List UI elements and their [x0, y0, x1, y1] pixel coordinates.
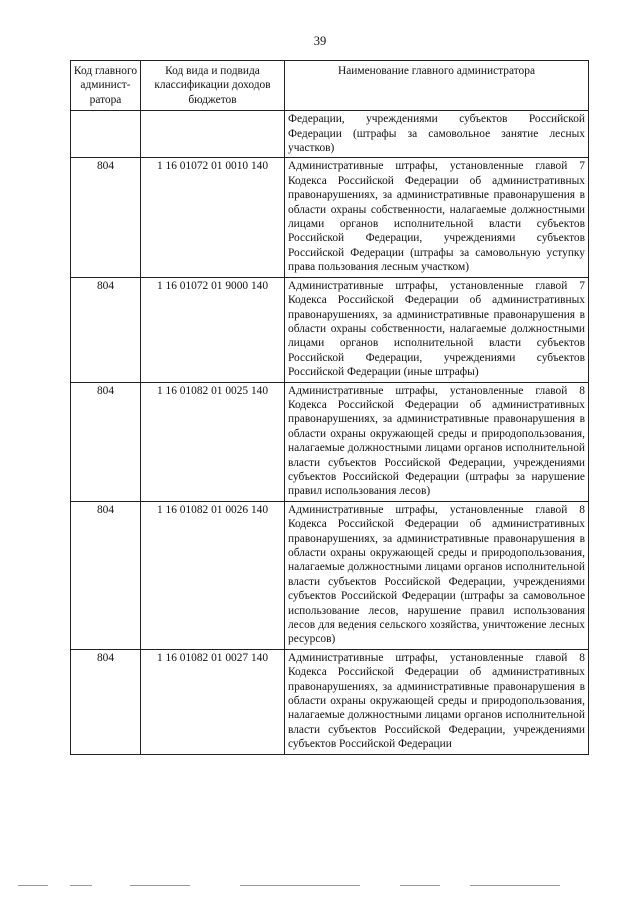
classification-code-cell: 1 16 01072 01 9000 140	[141, 277, 285, 382]
header-classification-code: Код вида и подвида классификации доходов бюджетов	[141, 61, 285, 111]
header-admin-code: Код главного админист-ратора	[71, 61, 141, 111]
table-row	[71, 501, 589, 649]
classification-code-cell: 1 16 01072 01 0010 140	[141, 158, 285, 277]
admin-name-cell: Административные штрафы, установленные главой 7 Кодекса Российской Федерации об административных правонарушениях, за административные правонарушения в области охраны собственности, налагаемые должностными лицами органов исполнительной власти субъектов Российской Федерации, учреждениями субъектов Российской Федерации (штрафы за самовольную уступку права пользования лесным участком)	[285, 158, 589, 277]
classification-code-cell: 1 16 01082 01 0027 140	[141, 649, 285, 754]
admin-name-cell: Административные штрафы, установленные главой 7 Кодекса Российской Федерации об административных правонарушениях, за административные правонарушения в области охраны собственности, налагаемые должностными лицами органов исполнительной власти субъектов Российской Федерации, учреждениями субъектов Российской Федерации (иные штрафы)	[285, 277, 589, 382]
admin-code-cell: 804	[71, 649, 141, 754]
admin-name-cell: Административные штрафы, установленные главой 8 Кодекса Российской Федерации об административных правонарушениях, за административные правонарушения в области охраны окружающей среды и природопользования, налагаемые должностными лицами органов исполнительной власти субъектов Российской Федерации, учреждениями субъектов Российской Федерации (штрафы за самовольное использование лесов, нарушение правил использования лесов для ведения сельского хозяйства, уничтожение лесных ресурсов)	[285, 501, 589, 649]
admin-name-cell: Федерации, учреждениями субъектов Российской Федерации (штрафы за самовольное занятие лесных участков)	[285, 111, 589, 158]
table-row	[71, 158, 589, 277]
budget-revenue-table	[70, 60, 589, 755]
admin-name-cell: Административные штрафы, установленные главой 8 Кодекса Российской Федерации об административных правонарушениях, за административные правонарушения в области охраны окружающей среды и природопользования, налагаемые должностными лицами органов исполнительной власти субъектов Российской Федерации, учреждениями субъектов Российской Федерации (штрафы за нарушение правил использования лесов)	[285, 382, 589, 501]
table-header-row	[71, 61, 589, 111]
classification-code-cell	[141, 111, 285, 158]
table-row	[71, 277, 589, 382]
table-row	[71, 649, 589, 754]
table-row	[71, 382, 589, 501]
admin-name-cell: Административные штрафы, установленные главой 8 Кодекса Российской Федерации об административных правонарушениях, за административные правонарушения в области охраны окружающей среды и природопользования, налагаемые должностными лицами органов исполнительной власти субъектов Российской Федерации, учреждениями субъектов Российской Федерации	[285, 649, 589, 754]
admin-code-cell: 804	[71, 382, 141, 501]
classification-code-cell: 1 16 01082 01 0026 140	[141, 501, 285, 649]
admin-code-cell: 804	[71, 501, 141, 649]
classification-code-cell: 1 16 01082 01 0025 140	[141, 382, 285, 501]
admin-code-cell: 804	[71, 158, 141, 277]
page-number: 39	[313, 34, 327, 48]
scan-artifact-line	[0, 885, 640, 889]
header-admin-name: Наименование главного администратора	[285, 61, 589, 111]
table-row	[71, 111, 589, 158]
admin-code-cell: 804	[71, 277, 141, 382]
admin-code-cell	[71, 111, 141, 158]
